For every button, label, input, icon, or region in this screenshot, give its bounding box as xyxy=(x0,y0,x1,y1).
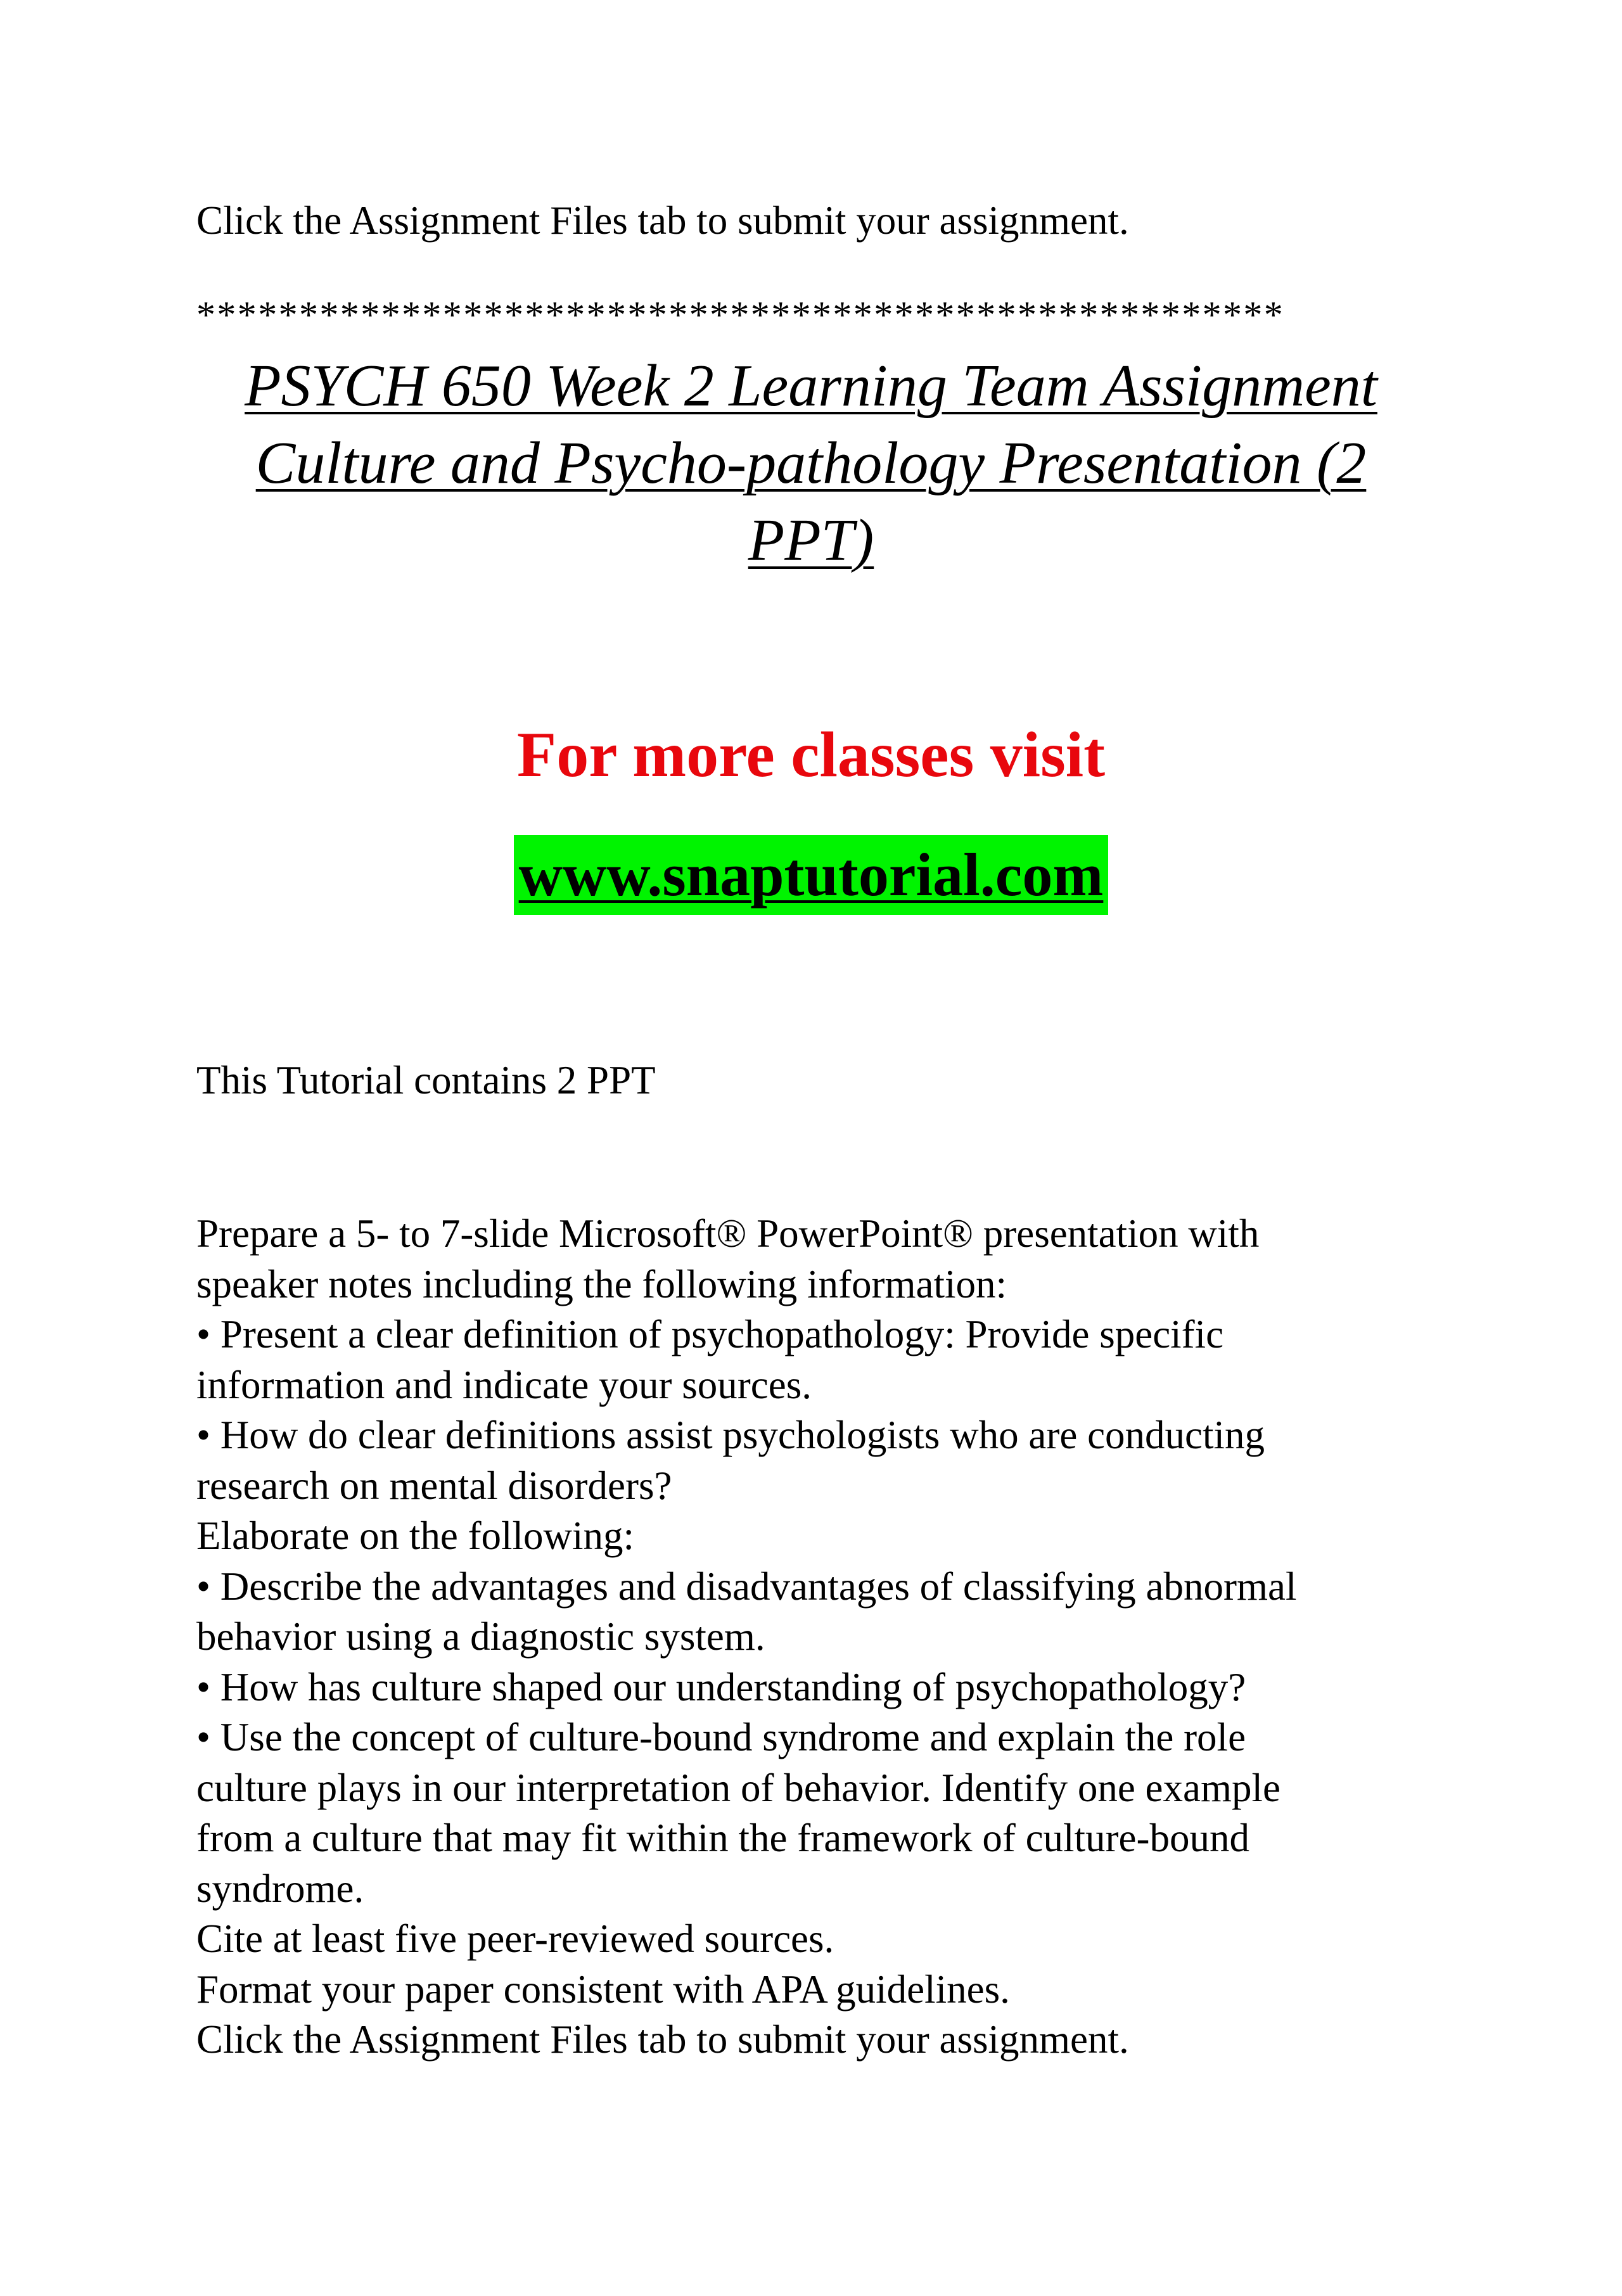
instruction-line: information and indicate your sources. xyxy=(196,1362,812,1407)
instruction-line: research on mental disorders? xyxy=(196,1463,672,1508)
title-line-3 xyxy=(190,502,1432,579)
assignment-instructions xyxy=(196,1209,1489,2065)
separator-line: ***************************************************** xyxy=(196,294,1285,336)
instruction-line: • How do clear definitions assist psychologists who are conducting xyxy=(196,1413,1265,1457)
instruction-line: culture plays in our interpretation of behavior. Identify one example xyxy=(196,1765,1280,1810)
instruction-line: from a culture that may fit within the framework of culture-bound xyxy=(196,1816,1249,1860)
title-line-1-text: PSYCH 650 Week 2 Learning Team Assignment xyxy=(245,353,1377,419)
document-title xyxy=(190,347,1432,579)
instruction-line: Prepare a 5- to 7-slide Microsoft® PowerPoint® presentation with xyxy=(196,1211,1260,1256)
tutorial-note: This Tutorial contains 2 PPT xyxy=(196,1058,656,1102)
instruction-line: • Use the concept of culture-bound syndrome and explain the role xyxy=(196,1715,1246,1759)
instruction-line: • Describe the advantages and disadvantages of classifying abnormal xyxy=(196,1564,1297,1609)
title-line-3-text: PPT) xyxy=(748,507,874,573)
instruction-line: Format your paper consistent with APA guidelines. xyxy=(196,1967,1010,2012)
instruction-line: behavior using a diagnostic system. xyxy=(196,1614,765,1659)
instruction-line: speaker notes including the following information: xyxy=(196,1261,1007,1306)
website-link[interactable]: www.snaptutorial.com xyxy=(514,835,1109,915)
instruction-line: Click the Assignment Files tab to submit your assignment. xyxy=(196,2017,1129,2062)
instruction-line: • How has culture shaped our understanding of psychopathology? xyxy=(196,1664,1246,1709)
instruction-line: Elaborate on the following: xyxy=(196,1514,635,1558)
top-instruction: Click the Assignment Files tab to submit your assignment. xyxy=(196,198,1129,243)
title-line-2-text: Culture and Psycho-pathology Presentation (2 xyxy=(255,430,1367,496)
title-line-1 xyxy=(190,347,1432,424)
title-line-2 xyxy=(190,424,1432,502)
website-container xyxy=(0,835,1622,915)
instruction-line: syndrome. xyxy=(196,1866,364,1911)
instruction-line: Cite at least five peer-reviewed sources. xyxy=(196,1917,834,1961)
instruction-line: • Present a clear definition of psychopathology: Provide specific xyxy=(196,1312,1224,1356)
promo-heading: For more classes visit xyxy=(516,719,1106,791)
